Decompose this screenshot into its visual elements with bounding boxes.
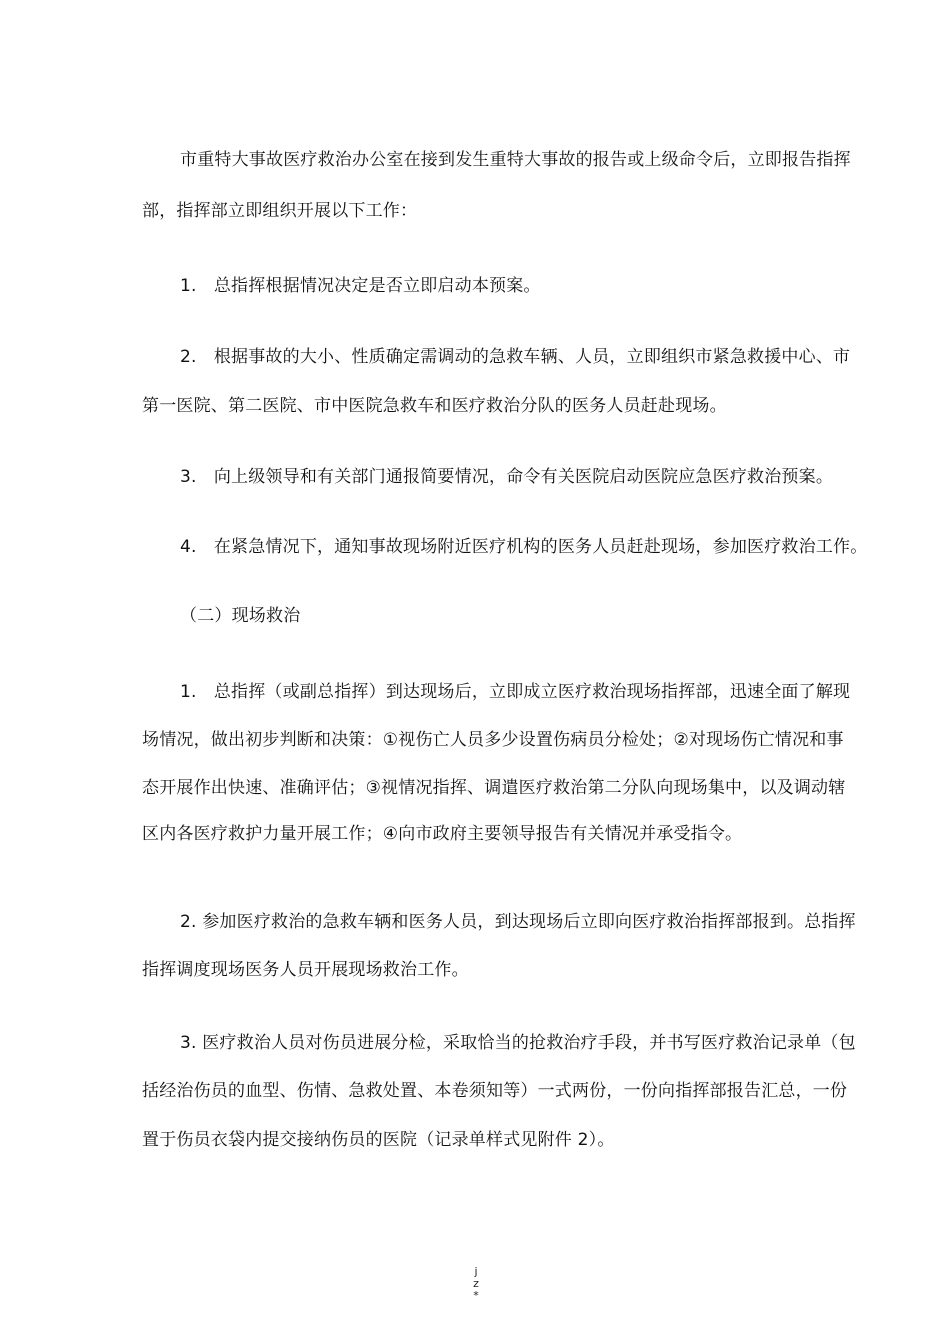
item-2-line-2: 第一医院、第二医院、市中医院急救车和医疗救治分队的医务人员赶赴现场。 bbox=[142, 396, 727, 416]
footer-char-2: z bbox=[473, 1277, 479, 1290]
item-3-line-1: 3. 向上级领导和有关部门通报简要情况，命令有关医院启动医院应急医疗救治预案。 bbox=[180, 467, 834, 487]
item-2-line-1: 2. 根据事故的大小、性质确定需调动的急救车辆、人员，立即组织市紧急救援中心、市 bbox=[180, 347, 851, 367]
scene-item-1-line-3: 态开展作出快速、准确评估；③视情况指挥、调遣医疗救治第二分队向现场集中，以及调动辖 bbox=[142, 778, 846, 798]
scene-item-2-line-1: 2. 参加医疗救治的急救车辆和医务人员，到达现场后立即向医疗救治指挥部报到。总指挥 bbox=[180, 912, 856, 932]
scene-item-3-line-2: 括经治伤员的血型、伤情、急救处置、本卷须知等）一式两份，一份向指挥部报告汇总，一份 bbox=[142, 1081, 848, 1101]
scene-item-1-line-1: 1. 总指挥（或副总指挥）到达现场后，立即成立医疗救治现场指挥部，迅速全面了解现 bbox=[180, 682, 851, 702]
paragraph-intro-line-2: 部，指挥部立即组织开展以下工作： bbox=[142, 201, 418, 221]
paragraph-intro-line-1: 市重特大事故医疗救治办公室在接到发生重特大事故的报告或上级命令后，立即报告指挥 bbox=[180, 150, 851, 170]
scene-item-1-line-4: 区内各医疗救护力量开展工作；④向市政府主要领导报告有关情况并承受指令。 bbox=[142, 824, 743, 844]
scene-item-2-line-2: 指挥调度现场医务人员开展现场救治工作。 bbox=[142, 960, 469, 980]
scene-item-3-line-1: 3. 医疗救治人员对伤员进展分检，采取恰当的抢救治疗手段，并书写医疗救治记录单（包 bbox=[180, 1033, 856, 1053]
section-heading: （二）现场救治 bbox=[180, 606, 301, 626]
page-footer-mark bbox=[470, 1266, 482, 1302]
item-1-line-1: 1. 总指挥根据情况决定是否立即启动本预案。 bbox=[180, 276, 541, 296]
item-4-line-1: 4. 在紧急情况下，通知事故现场附近医疗机构的医务人员赶赴现场，参加医疗救治工作。 bbox=[180, 537, 868, 557]
footer-char-1: j bbox=[474, 1265, 478, 1278]
scene-item-1-line-2: 场情况，做出初步判断和决策：①视伤亡人员多少设置伤病员分检处；②对现场伤亡情况和事 bbox=[142, 730, 844, 750]
footer-char-3: * bbox=[473, 1289, 479, 1302]
scene-item-3-line-3: 置于伤员衣袋内提交接纳伤员的医院（记录单样式见附件 2）。 bbox=[142, 1130, 615, 1150]
